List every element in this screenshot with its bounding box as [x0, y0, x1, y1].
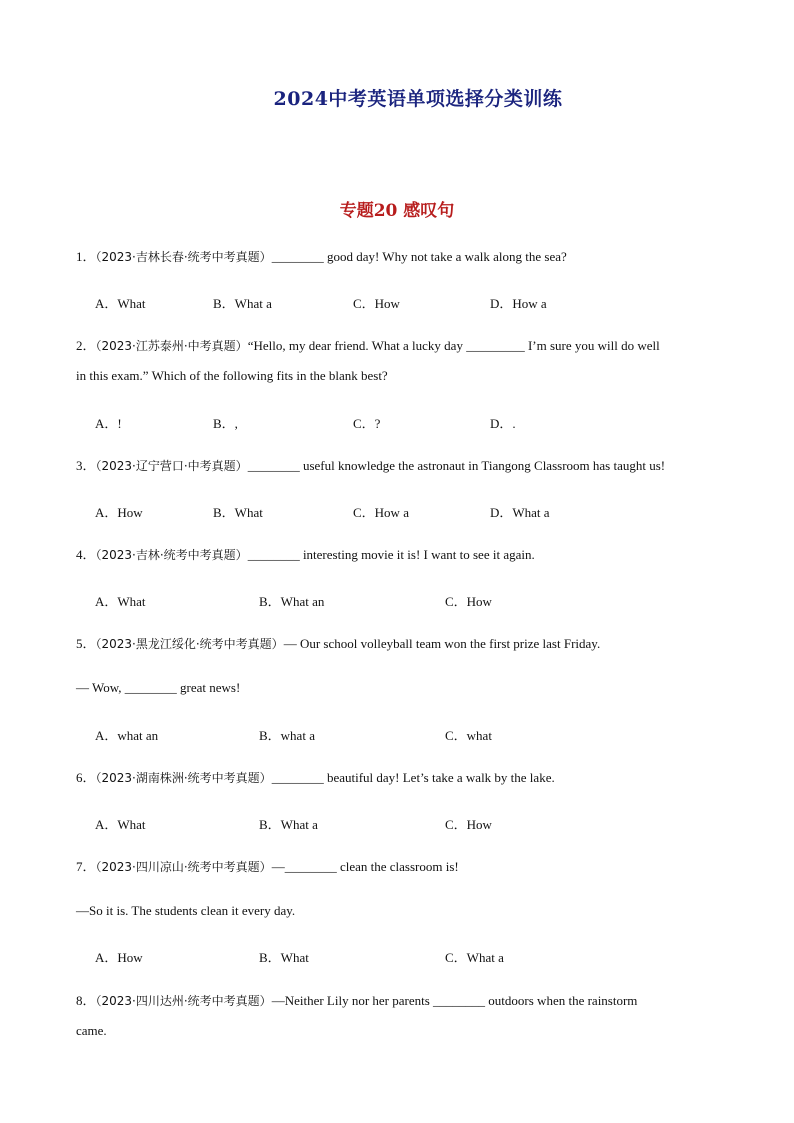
option-a: A．How [95, 950, 143, 965]
option-c: C．How a [353, 505, 409, 520]
options-1 [95, 293, 735, 313]
option-b: B．what a [259, 728, 315, 743]
section-subtitle: 专题20 感叹句 [339, 201, 455, 221]
question-3 [76, 450, 726, 482]
option-b: B．What a [259, 817, 318, 832]
question-number: 8． [76, 993, 96, 1008]
question-source: （2023·黑龙江绥化·统考中考真题） [95, 637, 284, 651]
option-a: A．What [95, 817, 146, 832]
option-c: C．what [445, 728, 492, 743]
question-2-continuation: in this exam.” Which of the following fits in the blank best? [76, 368, 388, 383]
question-number: 7． [76, 859, 96, 874]
options-2 [95, 413, 735, 433]
option-a: A．What [95, 296, 146, 311]
option-d: D．. [490, 416, 516, 431]
question-text: — Our school volleyball team won the first prize last Friday. [283, 636, 601, 651]
question-5 [76, 628, 726, 660]
option-c: C．How [445, 817, 492, 832]
options-3 [95, 502, 735, 522]
document-title: 2024中考英语单项选择分类训练 [273, 88, 563, 110]
options-5 [95, 725, 735, 745]
question-source: （2023·吉林长春·统考中考真题） [95, 250, 272, 264]
option-a: A．! [95, 416, 122, 431]
question-number: 2． [76, 338, 96, 353]
option-c: C．What a [445, 950, 504, 965]
question-number: 1． [76, 249, 96, 264]
question-4 [76, 539, 726, 571]
option-c: C．? [353, 416, 381, 431]
option-b: B．, [213, 416, 238, 431]
question-source: （2023·吉林·统考中考真题） [95, 548, 248, 562]
question-text: ________ interesting movie it is! I want to see it again. [247, 547, 535, 562]
option-d: D．What a [490, 505, 550, 520]
question-text: ________ beautiful day! Let’s take a walk by the lake. [271, 770, 555, 785]
question-5-continuation: — Wow, ________ great news! [76, 680, 241, 695]
options-4 [95, 591, 735, 611]
options-7 [95, 947, 735, 967]
option-b: B．What [259, 950, 309, 965]
option-a: A．what an [95, 728, 159, 743]
question-source: （2023·四川凉山·统考中考真题） [95, 860, 272, 874]
question-number: 3． [76, 458, 96, 473]
option-b: B．What an [259, 594, 325, 609]
option-a: A．How [95, 505, 143, 520]
question-source: （2023·湖南株洲·统考中考真题） [95, 771, 272, 785]
option-b: B．What [213, 505, 263, 520]
question-8-continuation: came. [76, 1023, 107, 1038]
question-8 [76, 985, 726, 1017]
question-number: 5． [76, 636, 96, 651]
option-d: D．How a [490, 296, 547, 311]
question-7 [76, 851, 726, 883]
question-source: （2023·辽宁营口·中考真题） [95, 459, 248, 473]
question-1 [76, 241, 726, 273]
option-a: A．What [95, 594, 146, 609]
question-text: “Hello, my dear friend. What a lucky day _________ I’m sure you will do well [247, 338, 660, 353]
question-text: ________ useful knowledge the astronaut in Tiangong Classroom has taught us! [247, 458, 666, 473]
question-number: 6． [76, 770, 96, 785]
question-source: （2023·江苏泰州·中考真题） [95, 339, 248, 353]
options-6 [95, 814, 735, 834]
question-source: （2023·四川达州·统考中考真题） [95, 994, 272, 1008]
question-7-continuation: —So it is. The students clean it every day. [76, 903, 296, 918]
option-c: C．How [445, 594, 492, 609]
option-b: B．What a [213, 296, 272, 311]
question-number: 4． [76, 547, 96, 562]
question-text: ________ good day! Why not take a walk along the sea? [271, 249, 567, 264]
question-text: —________ clean the classroom is! [271, 859, 459, 874]
question-6 [76, 762, 726, 794]
option-c: C．How [353, 296, 400, 311]
question-2 [76, 330, 726, 362]
question-text: —Neither Lily nor her parents ________ outdoors when the rainstorm [271, 993, 638, 1008]
